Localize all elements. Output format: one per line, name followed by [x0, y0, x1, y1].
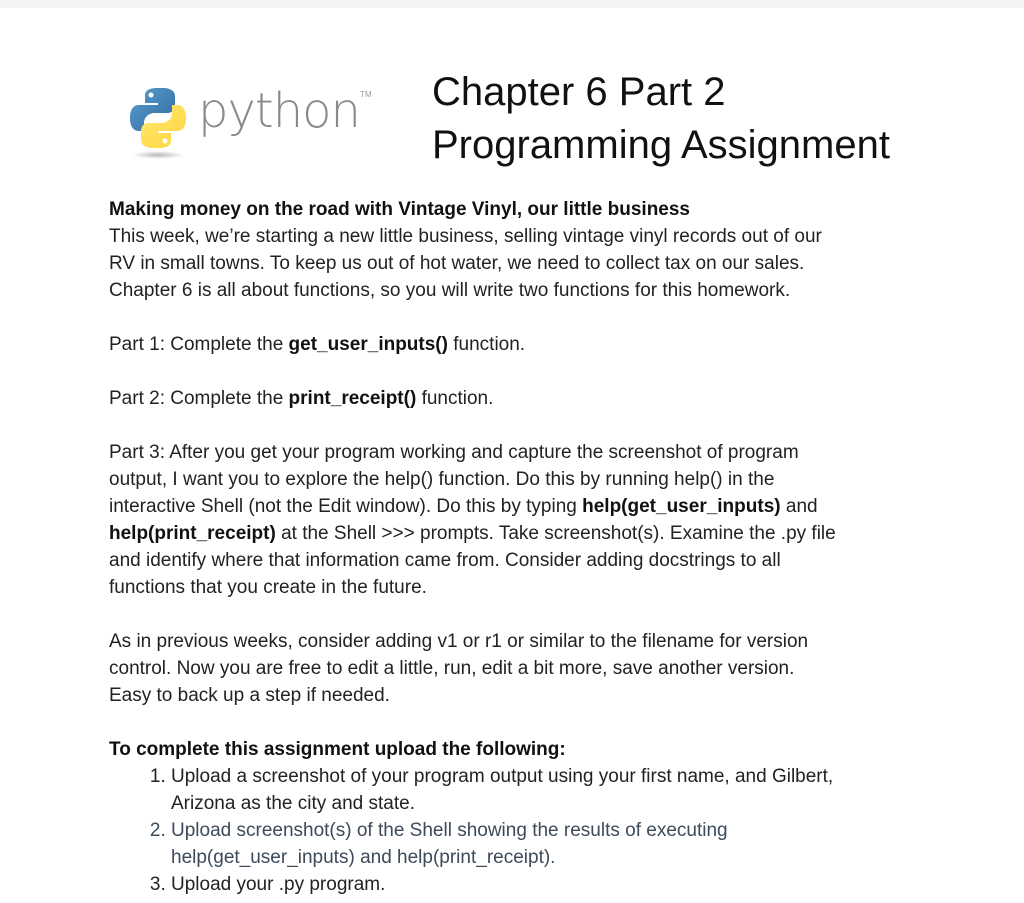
part3-line-1: Part 3: After you get your program working and capture the screenshot of program — [109, 442, 799, 463]
part1-function: get_user_inputs() — [288, 334, 448, 355]
list-item: 1. Upload a screenshot of your program output using your first name, and Gilbert, Arizona as the city and state. — [171, 763, 909, 817]
python-wordmark: python — [198, 83, 360, 139]
submit-heading: To complete this assignment upload the following: — [109, 739, 566, 760]
top-bar — [0, 0, 1024, 8]
versioning-line-3: Easy to back up a step if needed. — [109, 685, 390, 706]
assignment-body — [109, 196, 909, 898]
python-logo-icon — [128, 84, 198, 162]
intro-line-2: RV in small towns. To keep us out of hot water, we need to collect tax on our sales. — [109, 253, 805, 274]
part1-text: Part 1: Complete the get_user_inputs() function. — [109, 334, 526, 355]
versioning-line-1: As in previous weeks, consider adding v1 or r1 or similar to the filename for version — [109, 631, 809, 652]
part2-function: print_receipt() — [288, 388, 417, 409]
versioning-line-2: control. Now you are free to edit a little, run, edit a bit more, save another version. — [109, 658, 795, 679]
list-item: 3. Upload your .py program. — [171, 871, 909, 898]
page-title — [432, 66, 890, 172]
part3-line-4: help(print_receipt) at the Shell >>> prompts. Take screenshot(s). Examine the .py file — [109, 523, 836, 544]
intro-line-1: This week, we’re starting a new little business, selling vintage vinyl records out of our — [109, 226, 822, 247]
part3-line-6: functions that you create in the future. — [109, 577, 427, 598]
part3-line-3: interactive Shell (not the Edit window). Do this by typing help(get_user_inputs) and — [109, 496, 818, 517]
trademark-symbol: TM — [360, 90, 372, 99]
intro-line-3: Chapter 6 is all about functions, so you will write two functions for this homework. — [109, 280, 791, 301]
title-line-1: Chapter 6 Part 2 — [432, 70, 726, 114]
part3-line-2: output, I want you to explore the help() function. Do this by running help() in the — [109, 469, 775, 490]
python-logo — [128, 83, 372, 164]
list-item: 2. Upload screenshot(s) of the Shell showing the results of executing help(get_user_inputs) and help(print_receipt). — [171, 817, 909, 871]
intro-heading: Making money on the road with Vintage Vinyl, our little business — [109, 199, 691, 220]
part3-line-5: and identify where that information came from. Consider adding docstrings to all — [109, 550, 781, 571]
submit-list — [109, 763, 909, 898]
title-line-2: Programming Assignment — [432, 123, 890, 167]
part2-text: Part 2: Complete the print_receipt() function. — [109, 388, 494, 409]
